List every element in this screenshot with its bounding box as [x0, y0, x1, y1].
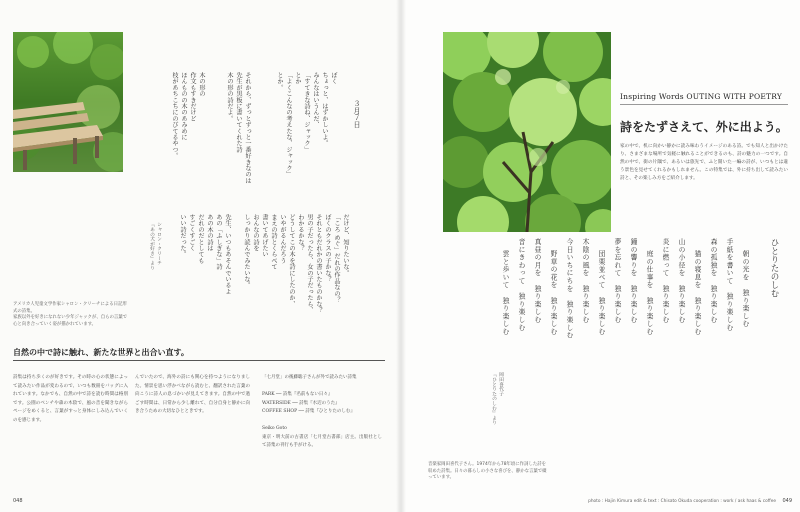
poem-lines [500, 238, 756, 438]
body-column-2: んでいたので、海外の詩にも関心を持つようになりました。情景を思い浮かべながら読むと、翻訳された言葉の向こうに詩人の息づかいが見えてきます。自然の中で過ごす時間は、日常から少し離れて、自分自身と静かに向き合うための大切なひとときです。 [135, 375, 250, 414]
poem-line: 真昼の月を 独り楽しむ [533, 238, 541, 324]
bench-photo [13, 32, 123, 172]
poem-line: 猫の寝息を 独り楽しむ [693, 250, 701, 336]
intro-text: 家の中で、机に向かい静かに読み味わうイメージのある詩。でも知人と出かけたり、さまざまな場所で気軽に触れることができるのも、詩の魅力の一つです。自然の中で、街の片隅で、あるいは旅先で、ふと開いた一編の詩が、いつもとは違う景色を見せてくれるかもしれません。この特集では、外に持ち出して読みたい詩と、その楽しみ方をご紹介します。 [620, 144, 788, 181]
poem-line: 雲と歩いて 独り楽しむ [501, 250, 509, 336]
poem-line: 山の小径を 独り楽しむ [677, 238, 685, 324]
title-en: Inspiring Words OUTING WITH POETRY [620, 92, 782, 101]
poem-block-2: それから、ずっとずっと一番好きなのは 先生が黒板に書いてくれた詩 木の形の詩だよ。 [226, 72, 251, 184]
title-rule [620, 104, 788, 105]
body-column-1: 詩集は持ち歩くのが好きです。その時の心の状態によって読みたい作品が変わるので、いつも数冊をバッグに入れています。なかでも、自然の中で詩を読む時間は格別です。公園のベンチや森の木陰で、風の音を聞きながらページをめくると、言葉がすっと身体にしみ込んでいくのを感じます。 [13, 375, 128, 423]
poem-block-1: ぼく ちょっと、はずかしいよ。 みんなはいうんだ、 「すてきな詩ね、ジャック」 とか 「よくこんなの考えたな、ジャック」 とか。 [276, 72, 337, 178]
title-jp: 詩をたずさえて、外に出よう。 [620, 120, 788, 134]
poem-line: 夢を忘れて 独り楽しむ [613, 238, 621, 324]
folio-left: 048 [13, 498, 23, 504]
section-rule [13, 360, 385, 361]
photo-credit: photo : Hajin Kimura edit & text : Chisato Okuda cooperation : work / ask haas & coffee [588, 499, 776, 504]
poem-line: 炎に燃って 独り楽しむ [661, 238, 669, 324]
poem-line: 木陰の風を 独り楽しむ [581, 238, 589, 324]
poem-credit: シャロン・クリーチ 『あの犬が好き』より [149, 222, 161, 270]
poem-line: 手紙を書いて 独り楽しむ [725, 238, 733, 332]
poem-line: 鐘の響りを 独り楽しむ [629, 238, 637, 324]
poem-line: 音にきわって 独り楽しむ [517, 238, 525, 332]
poem-block-5: 先生、いつもあそんでいるよ あの「ふしぎな」詩 あの木の詩は だれのだとしても すごくすごく いい詩だった。 [179, 214, 231, 295]
poem-date: ３月７日 [353, 100, 361, 128]
poem-title: ひとりたのしむ [769, 238, 779, 298]
poem-line: 森の孤独を 独り楽しむ [709, 238, 717, 324]
poem-line: 朝の光を 独り楽しむ [741, 250, 749, 328]
poem-block-3: 木の形の 作文もすきだけど ほんものの木のあみめに 枝があちこちにのびてるやつ。 [171, 72, 205, 159]
poem-line: 団栗並べて 独り楽しむ [597, 250, 605, 336]
folio-right: 049 [782, 498, 792, 504]
section-title: 自然の中で詩に触れ、新たな世界と出合い直す。 [13, 347, 189, 357]
right-page [400, 0, 800, 512]
poem-credit-right: 岡田喜代子 『ひとりたのしむ』より [491, 372, 503, 425]
poem-line: 野草の花を 独り楽しむ [549, 250, 557, 336]
right-caption: 音楽家岡田喜代子さん。1974年から78年頃に作詞した詩を収めた詩集。日々の暮らしの小さな喜びを、静かな言葉で綴っています。 [428, 462, 547, 480]
poem-line: 庭の仕事を 独り楽しむ [645, 250, 653, 336]
poem-line: 今日いちにちを 独り楽しむ [565, 238, 573, 340]
tree-photo [443, 32, 611, 232]
poem-block-4: だけど、知りたいな。 「ころ めぐ」だれの作品なの？ ぼくのクラスの子かな？ それともだれかの書いたものかな？ 男の子だったら、女の子だったら、 わかるかな？ どうしてこの木を詩にしたのか、 いやがるんだろう まえの詩とくらべて 書いてあげたい おんなの詩を しっかり読んでみたいな。 [243, 214, 349, 314]
spine-gutter [396, 0, 406, 512]
body-column-3: 「七月堂」の後藤聡子さんが外で読みたい詩集 PARK ── 詩集『名前もない日々』 WATERSIDE ── 詩集『水辺のうた』 COFFEE SHOP ── 詩集『ひとりたのしむ』 Seiko Goto 東京・明大前の古書店「七月堂古書部」店主。出版社として詩集の刊行も手がける。 [262, 375, 382, 448]
photo-caption: アメリカ人児童文学作家シャロン・クリーチによる日記形式の詩集。 家族以外を好きになれない少年ジャックが、自らの言葉で心と向き合っていく姿が描かれています。 [13, 302, 128, 327]
